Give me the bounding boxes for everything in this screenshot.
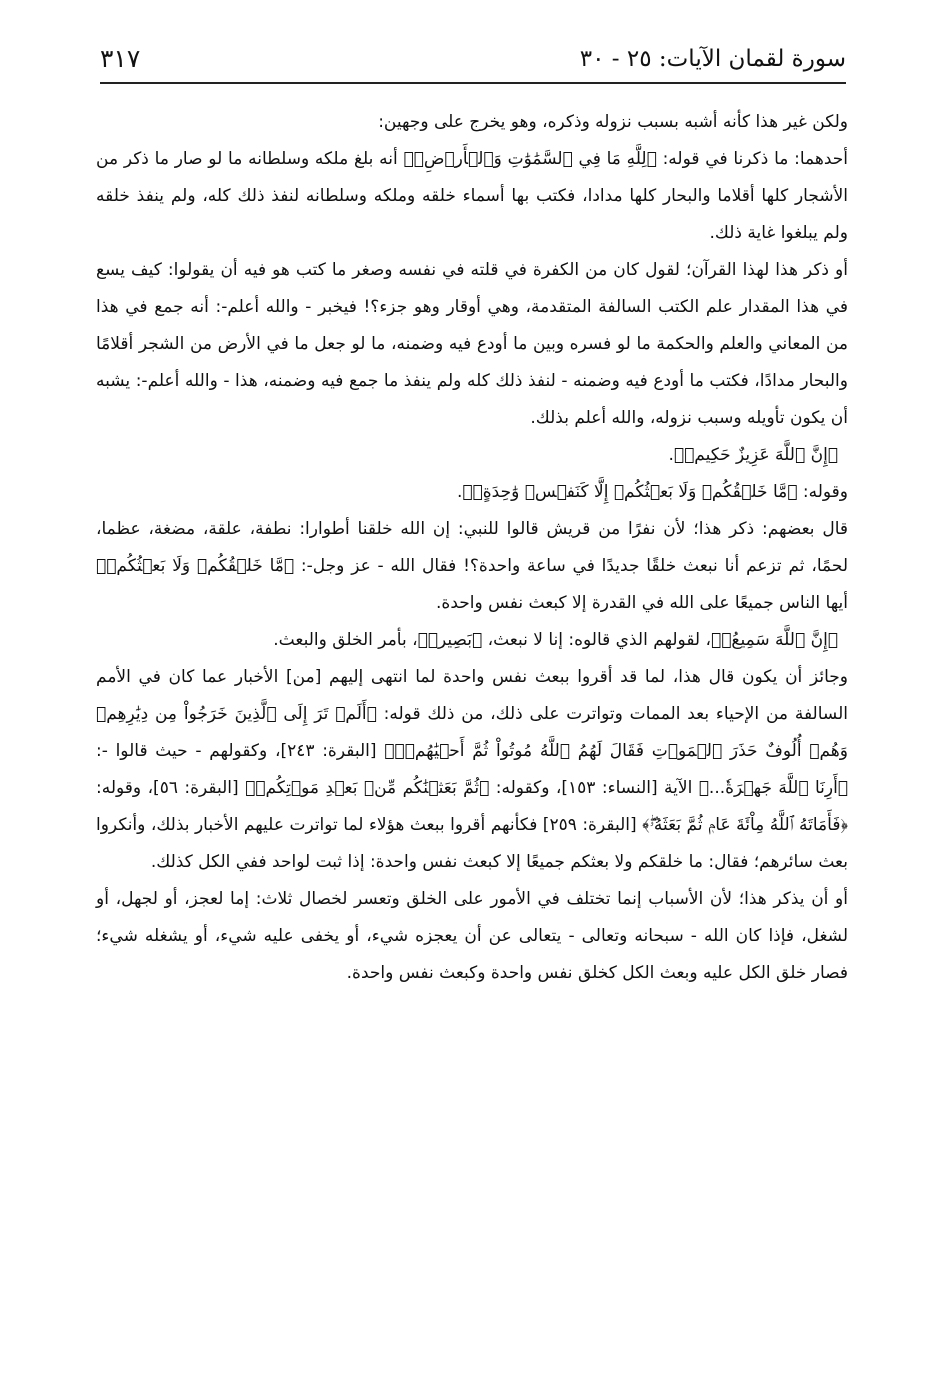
paragraph: ﴿إِنَّ ٱللَّهَ سَمِيعُۢ﴾، لقولهم الذي قالوه: إنا لا نبعث، ﴿بَصِيرٞ﴾، بأمر الخلق والبعث. [273,630,838,650]
quran-verse: ﴿إِنَّ ٱللَّهَ عَزِيزٌ حَكِيمٞ﴾. [668,445,838,465]
paragraph: وقوله: ﴿مَّا خَلۡقُكُمۡ وَلَا بَعۡثُكُمۡ إِلَّا كَنَفۡسٖ وَٰحِدَةٍۗ﴾. [456,482,848,502]
paragraph: وجائز أن يكون قال هذا، لما قد أقروا ببعث نفس واحدة لما انتهى إليهم [من] الأخبار عما كان في الأمم السالفة من الإحياء بعد الممات وتواترت على ذلك، من ذلك قوله: ﴿أَلَمۡ تَرَ إِلَى ٱلَّذِينَ خَرَجُواْ مِن دِيَٰرِهِمۡ وَهُمۡ أُلُوفٌ حَذَرَ ٱلۡمَوۡتِ فَقَالَ لَهُمُ ٱللَّهُ مُوتُواْ ثُمَّ أَحۡيَٰهُمۡۚ﴾ [البقرة: ٢٤٣]، وكقولهم - حيث قالوا -: ﴿أَرِنَا ٱللَّهَ جَهۡرَةٗ...﴾ الآية [النساء: ١٥٣]، وكقوله: ﴿ثُمَّ بَعَثۡنَٰكُم مِّنۢ بَعۡدِ مَوۡتِكُمۡ﴾ [البقرة: ٥٦]، وقوله: ﴿فَأَمَاتَهُ ٱللَّهُ مِاْئَةَ عَامٖ ثُمَّ بَعَثَهُۥۖ﴾ [البقرة: ٢٥٩] فكأنهم أقروا ببعث هؤلاء لما تواترت عليهم الأخبار بذلك، وأنكروا بعث سائرهم؛ فقال: ما خلقكم ولا بعثكم جميعًا إلا كبعث نفس واحدة: إذا ثبت لواحد ففي الكل كذلك. [96,667,848,872]
surah-heading: سورة لقمان الآيات: ٢٥ - ٣٠ [579,46,846,72]
page-number: ٣١٧ [100,44,141,73]
paragraph: أحدهما: ما ذكرنا في قوله: ﴿لِلَّهِ مَا فِي ٱلسَّمَٰوَٰتِ وَٱلۡأَرۡضِۚ﴾ أنه بلغ ملكه وسلطانه ما لو صار ما ذكر من الأشجار كلها أقلاما والبحار كلها مدادا، فكتب بها أسماء خلقه وملكه وسلطانه لنفذ ذلك كله، ولم ينفذ خلقه ولم يبلغوا غاية ذلك. [96,149,848,243]
paragraph: قال بعضهم: ذكر هذا؛ لأن نفرًا من قريش قالوا للنبي: إن الله خلقنا أطوارا: نطفة، علقة، مضغة، عظما، لحمًا، ثم تزعم أنا نبعث خلقًا جديدًا في ساعة واحدة؟! فقال الله - عز وجل-: ﴿مَّا خَلۡقُكُمۡ وَلَا بَعۡثُكُمۡ﴾ أيها الناس جميعًا على الله في القدرة إلا كبعث نفس واحدة. [96,519,848,613]
paragraph: أو ذكر هذا لهذا القرآن؛ لقول كان من الكفرة في قلته في نفسه وصغر ما كتب هو فيه أن يقولوا: كيف يسع في هذا المقدار علم الكتب السالفة المتقدمة، وهي أوقار وهو جزء؟! فيخبر - والله أعلم-: أنه جمع في هذا من المعاني والعلم والحكمة ما لو فسره وبين ما أودع فيه وضمنه، ما لو جعل ما في الأرض من الشجر أقلامًا والبحار مدادًا، فكتب ما أودع فيه وضمنه - لنفذ ذلك كله ولم ينفذ ما جمع فيه وضمنه، هذا - والله أعلم-: يشبه أن يكون تأويله وسبب نزوله، والله أعلم بذلك. [96,260,848,428]
page-body [96,104,848,992]
header-rule [100,82,846,84]
paragraph: أو أن يذكر هذا؛ لأن الأسباب إنما تختلف في الأمور على الخلق وتعسر لخصال ثلاث: إما لعجز، أو لجهل، أو لشغل، فإذا كان الله - سبحانه وتعالى - يتعالى عن أن يعجزه شيء، أو يخفى عليه شيء، أو يشغله شيء؛ فصار خلق الكل عليه وبعث الكل كخلق نفس واحدة وكبعث نفس واحدة. [96,889,848,983]
running-header [100,38,846,78]
paragraph: ولكن غير هذا كأنه أشبه بسبب نزوله وذكره، وهو يخرج على وجهين: [378,112,848,132]
